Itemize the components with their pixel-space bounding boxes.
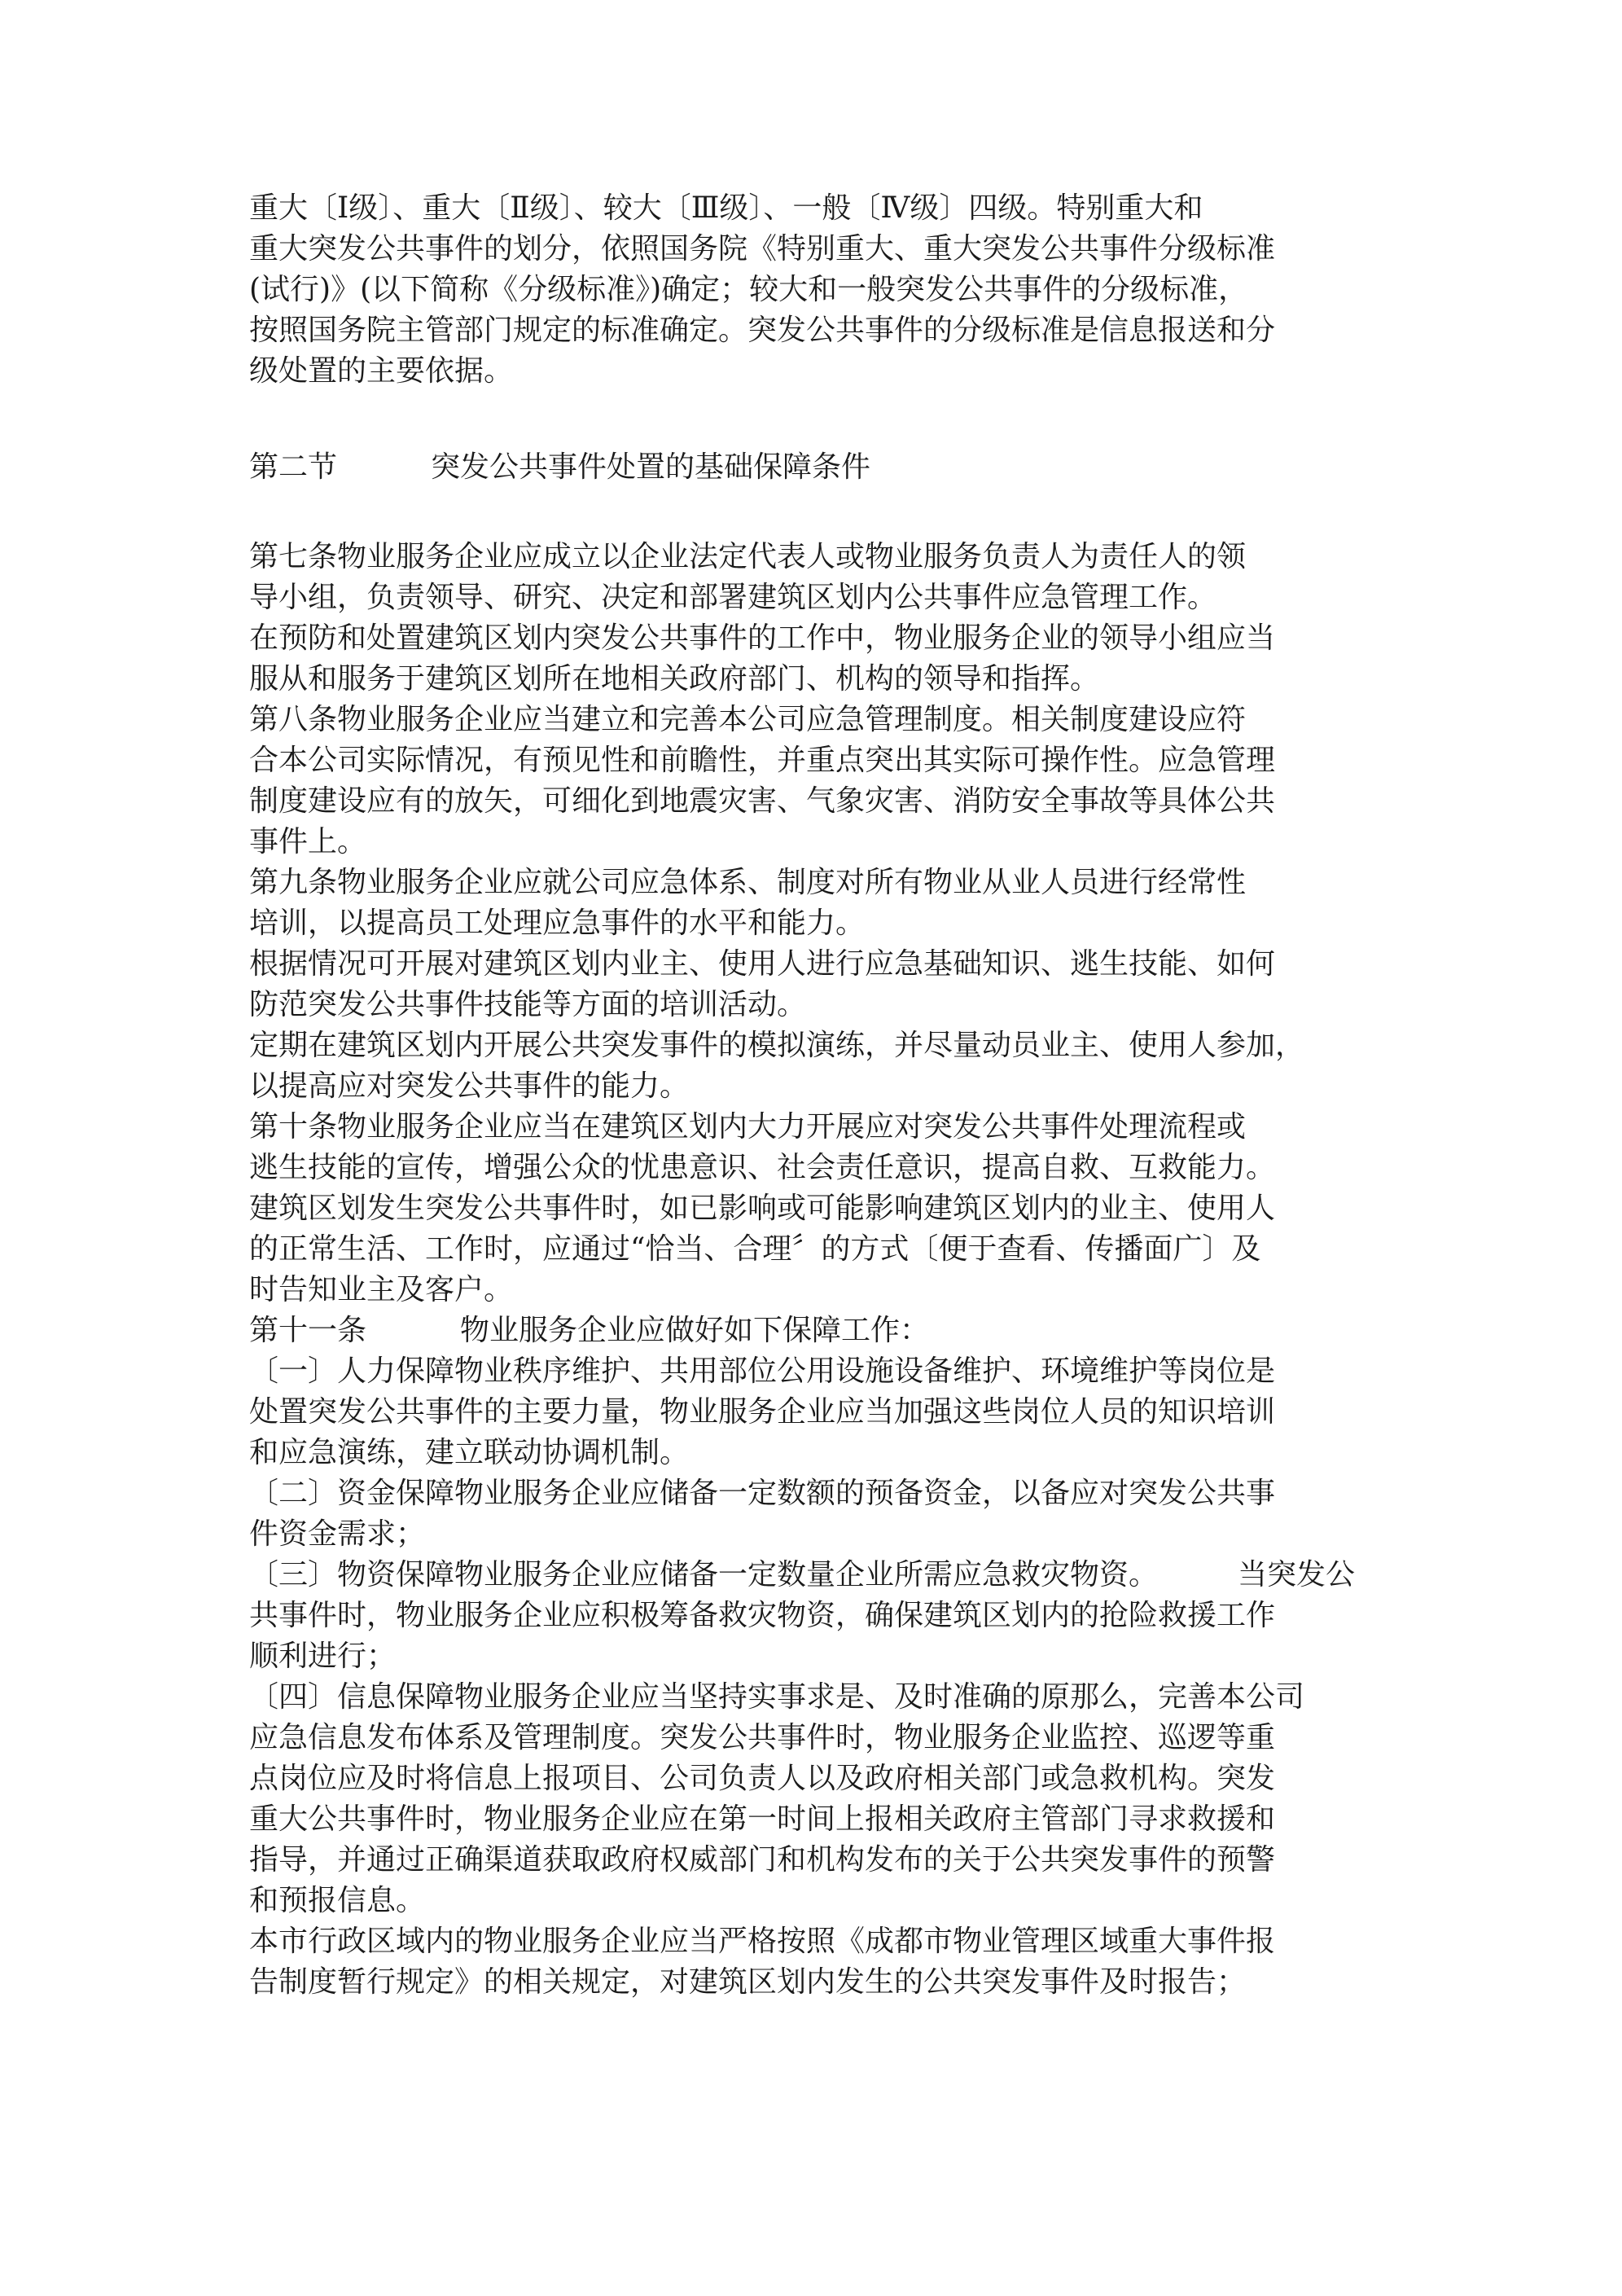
text-line: 第十条物业服务企业应当在建筑区划内大力开展应对突发公共事件处理流程或	[249, 1110, 1247, 1144]
text-line: 顺利进行；	[249, 1640, 397, 1673]
text-line: 在预防和处置建筑区划内突发公共事件的工作中，物业服务企业的领导小组应当	[249, 621, 1276, 655]
text-line: 重大〔Ⅰ级〕、重大〔Ⅱ级〕、较大〔Ⅲ级〕、一般〔Ⅳ级〕四级。特别重大和	[249, 191, 1203, 225]
text-line: 培训，以提高员工处理应急事件的水平和能力。	[249, 907, 866, 940]
text-line: 服从和服务于建筑区划所在地相关政府部门、机构的领导和指挥。	[249, 662, 1100, 696]
text-line: 定期在建筑区划内开展公共突发事件的模拟演练，并尽量动员业主、使用人参加，	[249, 1029, 1305, 1062]
article-number: 第十一条	[249, 1314, 367, 1347]
text-line: 导小组，负责领导、研究、决定和部署建筑区划内公共事件应急管理工作。	[249, 581, 1217, 614]
text-line: 件资金需求；	[249, 1517, 426, 1551]
text-line: 共事件时，物业服务企业应积极筹备救灾物资，确保建筑区划内的抢险救援工作	[249, 1599, 1276, 1632]
article-text: 物业服务企业应做好如下保障工作：	[460, 1314, 930, 1347]
text-line: 应急信息发布体系及管理制度。突发公共事件时，物业服务企业监控、巡逻等重	[249, 1721, 1276, 1754]
text-line: 第九条物业服务企业应就公司应急体系、制度对所有物业从业人员进行经常性	[249, 866, 1247, 899]
text-line: 的正常生活、工作时，应通过“恰当、合理〞的方式〔便于查看、传播面广〕及	[249, 1232, 1261, 1266]
text-line: 〔四〕信息保障物业服务企业应当坚持实事求是、及时准确的原那么，完善本公司	[249, 1680, 1305, 1714]
text-line: 点岗位应及时将信息上报项目、公司负责人以及政府相关部门或急救机构。突发	[249, 1762, 1276, 1795]
text-line: 事件上。	[249, 825, 367, 858]
text-line: 级处置的主要依据。	[249, 354, 514, 388]
article-heading	[249, 1311, 929, 1350]
text-line: 本市行政区域内的物业服务企业应当严格按照《成都市物业管理区域重大事件报	[249, 1925, 1276, 1958]
section-title: 突发公共事件处置的基础保障条件	[431, 450, 871, 484]
section-heading	[249, 448, 870, 487]
text-line: 重大公共事件时，物业服务企业应在第一时间上报相关政府主管部门寻求救援和	[249, 1802, 1276, 1836]
text-line: 第八条物业服务企业应当建立和完善本公司应急管理制度。相关制度建设应符	[249, 703, 1247, 736]
text-line: 按照国务院主管部门规定的标准确定。突发公共事件的分级标准是信息报送和分	[249, 314, 1276, 347]
text-line: 防范突发公共事件技能等方面的培训活动。	[249, 988, 807, 1021]
text-line: 重大突发公共事件的划分，依照国务院《特别重大、重大突发公共事件分级标准	[249, 232, 1276, 266]
text-line: 逃生技能的宣传，增强公众的忧患意识、社会责任意识，提高自救、互救能力。	[249, 1151, 1276, 1184]
text-line: 制度建设应有的放矢，可细化到地震灾害、气象灾害、消防安全事故等具体公共	[249, 784, 1276, 818]
text-line: 〔三〕物资保障物业服务企业应储备一定数量企业所需应急救灾物资。 当突发公	[249, 1558, 1356, 1591]
text-line: 第七条物业服务企业应成立以企业法定代表人或物业服务负责人为责任人的领	[249, 540, 1247, 573]
text-line: 告制度暂行规定》的相关规定，对建筑区划内发生的公共突发事件及时报告；	[249, 1965, 1247, 1999]
text-line: 处置突发公共事件的主要力量，物业服务企业应当加强这些岗位人员的知识培训	[249, 1395, 1276, 1429]
text-line: 和预报信息。	[249, 1884, 426, 1917]
text-line: 指导，并通过正确渠道获取政府权威部门和机构发布的关于公共突发事件的预警	[249, 1843, 1276, 1877]
text-line: 〔一〕人力保障物业秩序维护、共用部位公用设施设备维护、环境维护等岗位是	[249, 1354, 1276, 1388]
text-line: (试行)》(以下简称《分级标准》)确定；较大和一般突发公共事件的分级标准，	[249, 273, 1248, 306]
text-line: 合本公司实际情况，有预见性和前瞻性，并重点突出其实际可操作性。应急管理	[249, 744, 1276, 777]
text-line: 根据情况可开展对建筑区划内业主、使用人进行应急基础知识、逃生技能、如何	[249, 947, 1276, 981]
text-line: 时告知业主及客户。	[249, 1273, 514, 1306]
text-line: 〔二〕资金保障物业服务企业应储备一定数额的预备资金，以备应对突发公共事	[249, 1477, 1276, 1510]
section-number: 第二节	[249, 450, 338, 484]
text-line: 建筑区划发生突发公共事件时，如已影响或可能影响建筑区划内的业主、使用人	[249, 1192, 1276, 1225]
text-line: 以提高应对突发公共事件的能力。	[249, 1069, 690, 1103]
text-line: 和应急演练，建立联动协调机制。	[249, 1436, 690, 1469]
